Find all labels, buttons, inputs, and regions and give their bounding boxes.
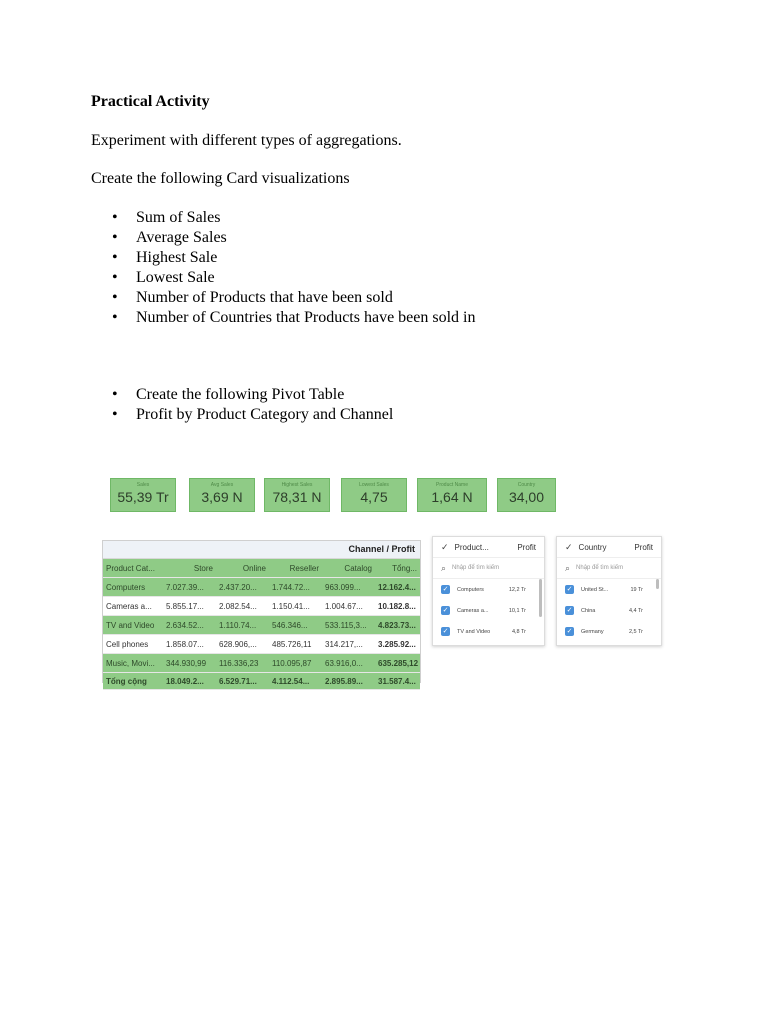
column-header[interactable]: Catalog (344, 563, 372, 573)
slicer-item-name: United St... (581, 586, 609, 593)
slicer-item[interactable] (557, 600, 661, 621)
pivot-table (102, 540, 421, 686)
list-item: • Average Sales (91, 228, 476, 248)
column-header[interactable]: Store (193, 563, 213, 573)
checkbox-icon[interactable]: ✓ (566, 586, 573, 593)
card-instruction: Create the following Card visualizations (91, 170, 350, 187)
card-value: 34,00 (508, 489, 545, 505)
table-cell: 533.115,3... (325, 620, 367, 630)
checkbox-icon[interactable]: ✓ (566, 628, 573, 635)
card-lowest-sales (341, 478, 407, 512)
table-cell: 7.027.39... (166, 582, 204, 592)
pivot-column-headers (103, 559, 420, 578)
table-row (103, 654, 420, 673)
page-heading: Practical Activity (91, 93, 210, 110)
total-row (103, 673, 420, 690)
search-icon: ⌕ (565, 562, 571, 573)
table-cell: 2.634.52... (166, 620, 204, 630)
slicer-item-name: Germany (581, 628, 604, 635)
card-list (91, 208, 476, 328)
search-placeholder: Nhập để tìm kiếm (452, 565, 500, 571)
slicer-item[interactable] (557, 579, 661, 600)
table-row (103, 616, 420, 635)
column-header[interactable]: Online (242, 563, 266, 573)
card-value: 78,31 N (272, 489, 322, 505)
table-cell: 2.437.20... (219, 582, 257, 592)
search-icon: ⌕ (441, 562, 447, 573)
table-cell: 12.162.4... (378, 582, 416, 592)
slicer-search[interactable] (557, 558, 661, 579)
slicer-item[interactable] (433, 621, 544, 642)
table-cell: 63.916,0... (325, 658, 363, 668)
product-slicer (432, 536, 545, 646)
card-product-name (417, 478, 487, 512)
checkbox-icon[interactable]: ✓ (442, 628, 449, 635)
card-title: Sales (136, 482, 150, 488)
intro-paragraph: Experiment with different types of aggregations. (91, 132, 402, 149)
slicer-item[interactable] (433, 579, 544, 600)
list-item: • Sum of Sales (91, 208, 476, 228)
table-cell: 110.095,87 (272, 658, 312, 668)
slicer-measure-label[interactable]: Profit (517, 542, 536, 552)
checkbox-icon[interactable]: ✓ (566, 607, 573, 614)
row-label: Cameras a... (106, 601, 152, 611)
row-label: Computers (106, 582, 146, 592)
slicer-header (557, 537, 661, 558)
card-value: 4,75 (360, 489, 388, 505)
row-label: Music, Movi... (106, 658, 155, 668)
pivot-list (91, 385, 393, 425)
card-country (497, 478, 556, 512)
slicer-item[interactable] (557, 621, 661, 642)
slicer-item[interactable] (433, 600, 544, 621)
list-item: • Highest Sale (91, 248, 476, 268)
column-header[interactable]: Tổng... (392, 563, 417, 573)
slicer-item-value: 4,4 Tr (628, 607, 643, 614)
card-title: Avg Sales (210, 482, 234, 488)
country-slicer (556, 536, 662, 646)
row-label: Tổng cộng (106, 676, 147, 686)
table-cell: 1.744.72... (272, 582, 310, 592)
table-row (103, 597, 420, 616)
table-row (103, 578, 420, 597)
table-cell: 1.110.74... (219, 620, 257, 630)
card-value: 1,64 N (431, 489, 473, 505)
table-cell: 314.217,... (325, 639, 363, 649)
table-cell: 31.587.4... (378, 676, 416, 686)
checkbox-icon[interactable]: ✓ (442, 607, 449, 614)
table-cell: 2.082.54... (219, 601, 257, 611)
slicer-item-name: TV and Video (457, 628, 491, 635)
scrollbar[interactable] (656, 579, 659, 589)
table-cell: 4.112.54... (272, 676, 310, 686)
card-value: 55,39 Tr (117, 489, 169, 505)
slicer-item-value: 2,5 Tr (628, 628, 643, 635)
column-header[interactable]: Reseller (289, 563, 319, 573)
row-label: Cell phones (106, 639, 149, 649)
select-all-check-icon[interactable]: ✓ (441, 541, 449, 552)
table-cell: 6.529.71... (219, 676, 257, 686)
slicer-item-value: 4,8 Tr (511, 628, 526, 635)
table-cell: 485.726,11 (272, 639, 312, 649)
card-highest-sales (264, 478, 330, 512)
slicer-measure-label[interactable]: Profit (634, 542, 653, 552)
card-sales (110, 478, 176, 512)
table-cell: 1.150.41... (272, 601, 310, 611)
table-cell: 3.285.92... (378, 639, 416, 649)
table-cell: 10.182.8... (378, 601, 416, 611)
column-header[interactable]: Product Cat... (106, 563, 155, 573)
table-cell: 18.049.2... (166, 676, 204, 686)
list-item: • Profit by Product Category and Channel (91, 405, 393, 425)
slicer-item-value: 10,1 Tr (508, 607, 526, 614)
slicer-item-name: China (581, 607, 596, 614)
list-item: • Create the following Pivot Table (91, 385, 393, 405)
table-cell: 963.099... (325, 582, 361, 592)
card-value: 3,69 N (201, 489, 243, 505)
checkbox-icon[interactable]: ✓ (442, 586, 449, 593)
table-cell: 635.285,12 (378, 658, 419, 668)
list-item: • Lowest Sale (91, 268, 476, 288)
table-cell: 5.855.17... (166, 601, 204, 611)
card-title: Highest Sales (281, 482, 313, 488)
table-cell: 344.930,99 (166, 658, 207, 668)
slicer-item-value: 19 Tr (630, 586, 643, 593)
slicer-header (433, 537, 544, 558)
table-cell: 1.858.07... (166, 639, 204, 649)
slicer-label[interactable]: Product... (454, 542, 489, 552)
slicer-label[interactable]: Country (578, 542, 607, 552)
pivot-header: Channel / Profit (103, 541, 420, 559)
table-cell: 2.895.89... (325, 676, 363, 686)
row-label: TV and Video (106, 620, 155, 630)
search-placeholder: Nhập để tìm kiếm (576, 565, 624, 571)
scrollbar[interactable] (539, 579, 542, 617)
slicer-item-name: Cameras a... (457, 607, 489, 614)
list-item: • Number of Products that have been sold (91, 288, 476, 308)
slicer-item-value: 12,2 Tr (508, 586, 526, 593)
card-title: Product Name (436, 482, 468, 488)
table-cell: 116.336,23 (219, 658, 259, 668)
table-cell: 628.906,... (219, 639, 257, 649)
table-cell: 546.346... (272, 620, 308, 630)
card-avg-sales (189, 478, 255, 512)
table-row (103, 635, 420, 654)
select-all-check-icon[interactable]: ✓ (565, 541, 573, 552)
card-title: Country (517, 482, 536, 488)
table-cell: 4.823.73... (378, 620, 416, 630)
list-item: • Number of Countries that Products have been sold in (91, 308, 476, 328)
slicer-search[interactable] (433, 558, 544, 579)
table-cell: 1.004.67... (325, 601, 363, 611)
card-title: Lowest Sales (359, 482, 389, 488)
slicer-item-name: Computers (457, 586, 484, 593)
